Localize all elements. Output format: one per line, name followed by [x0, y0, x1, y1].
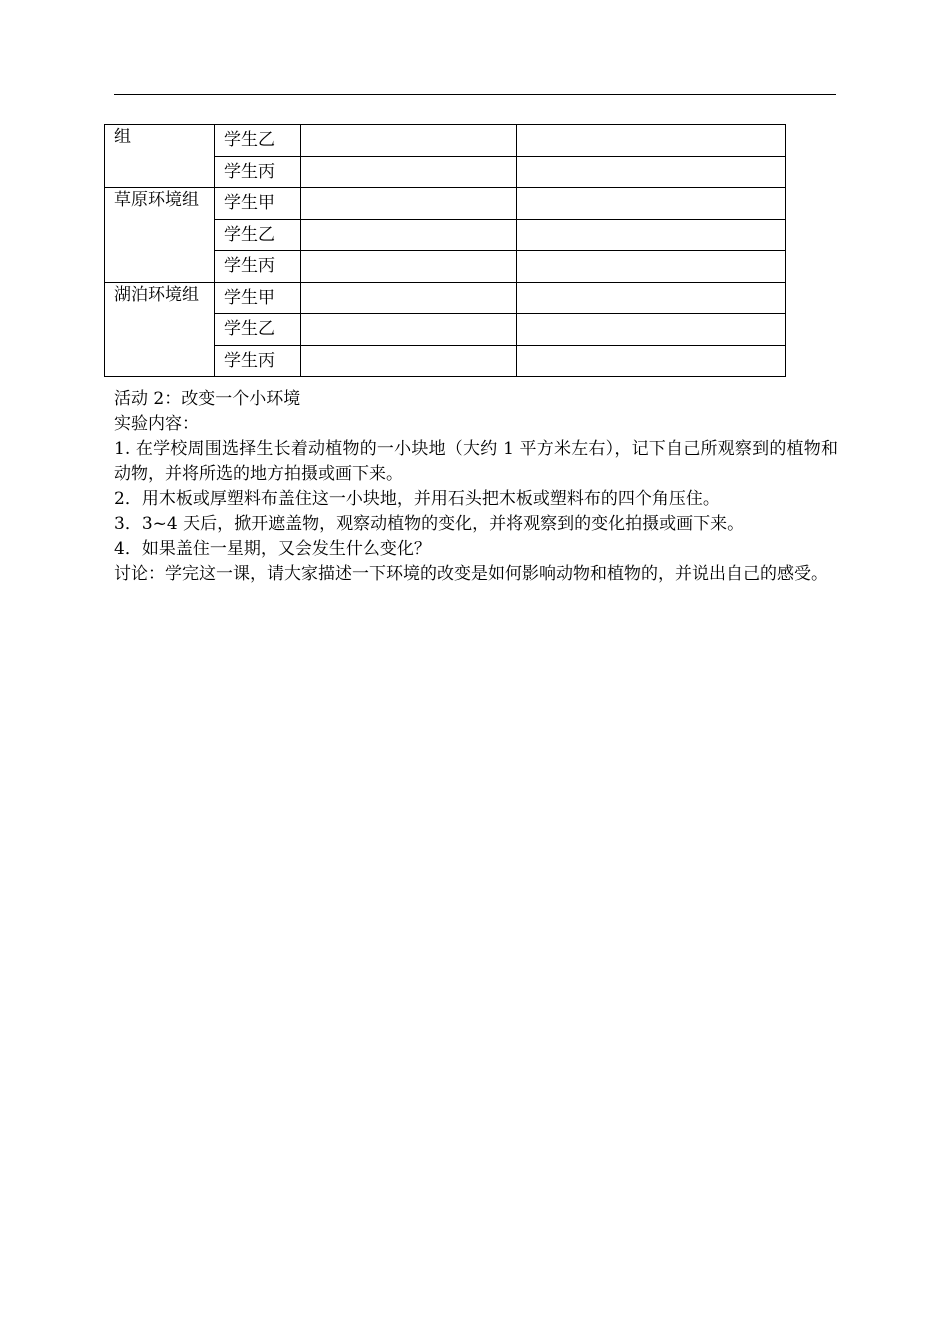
activity-section: [114, 387, 838, 587]
student-cell: 学生乙: [215, 125, 301, 157]
blank-cell: [301, 314, 517, 346]
group-cell: 湖泊环境组: [105, 282, 215, 377]
blank-cell: [301, 251, 517, 283]
blank-cell: [301, 282, 517, 314]
header-rule: [114, 94, 836, 95]
step-4: 4．如果盖住一星期，又会发生什么变化？: [114, 539, 431, 559]
student-cell: 学生丙: [215, 156, 301, 188]
blank-cell: [301, 188, 517, 220]
observation-table-body: [105, 125, 786, 377]
blank-cell: [517, 282, 786, 314]
blank-cell: [301, 156, 517, 188]
blank-cell: [301, 125, 517, 157]
blank-cell: [517, 314, 786, 346]
group-cell: 组: [105, 125, 215, 188]
group-cell: 草原环境组: [105, 188, 215, 283]
student-cell: 学生丙: [215, 345, 301, 377]
blank-cell: [517, 345, 786, 377]
table-row: [105, 125, 786, 157]
student-cell: 学生甲: [215, 282, 301, 314]
table-row: [105, 188, 786, 220]
step-1: 1. 在学校周围选择生长着动植物的一小块地（大约 1 平方米左右），记下自己所观察到的植物和动物，并将所选的地方拍摄或画下来。: [114, 439, 838, 484]
student-cell: 学生乙: [215, 314, 301, 346]
student-cell: 学生丙: [215, 251, 301, 283]
discussion: 讨论：学完这一课，请大家描述一下环境的改变是如何影响动物和植物的，并说出自己的感受。: [114, 564, 828, 584]
blank-cell: [517, 251, 786, 283]
student-cell: 学生乙: [215, 219, 301, 251]
blank-cell: [517, 156, 786, 188]
step-2: 2．用木板或厚塑料布盖住这一小块地，并用石头把木板或塑料布的四个角压住。: [114, 489, 720, 509]
blank-cell: [517, 219, 786, 251]
activity-title: 活动 2：改变一个小环境: [114, 389, 301, 409]
blank-cell: [301, 345, 517, 377]
table-row: [105, 282, 786, 314]
student-cell: 学生甲: [215, 188, 301, 220]
blank-cell: [517, 125, 786, 157]
step-3: 3．3~4 天后，掀开遮盖物，观察动植物的变化，并将观察到的变化拍摄或画下来。: [114, 514, 745, 534]
blank-cell: [517, 188, 786, 220]
observation-table: [104, 124, 786, 377]
blank-cell: [301, 219, 517, 251]
content-label: 实验内容：: [114, 414, 199, 434]
